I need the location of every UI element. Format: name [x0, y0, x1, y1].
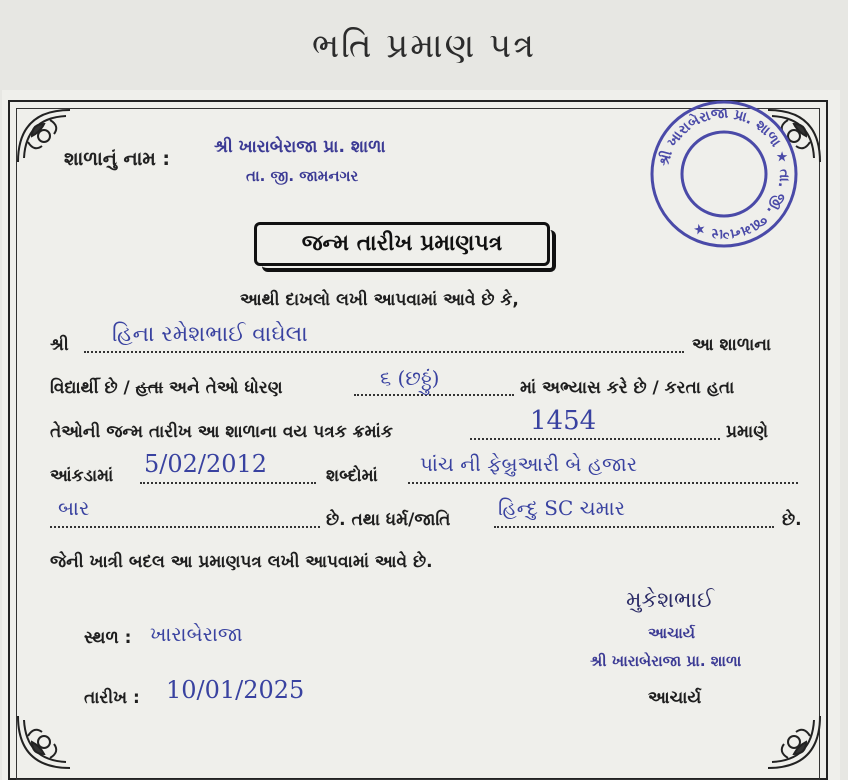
handwritten-title: ભતિ પ્રમાણ પત્ર [311, 26, 537, 66]
studying-label: માં અભ્યાસ કરે છે / કરતા હતા [520, 378, 735, 398]
corner-ornament-icon [14, 712, 74, 772]
words-label: શબ્દોમાં [326, 466, 378, 486]
principal-label: આચાર્ય [648, 688, 702, 708]
register-number-value: 1454 [530, 406, 597, 436]
school-suffix-label: આ શાળાના [692, 335, 772, 355]
dob-words-cont-value: બાર [58, 496, 90, 520]
svg-text:શ્રી ખારાબેરાજા પ્રા. શાળા ★ ત: શ્રી ખારાબેરાજા પ્રા. શાળા ★ તા. જી. જામનગર ★ [656, 105, 793, 243]
words-cont-dotted-line [50, 508, 320, 528]
dob-words-value: પાંચ ની ફેબ્રુઆરી બે હજાર [420, 452, 638, 476]
standard-label: અને તેઓ ધોરણ [169, 378, 283, 398]
register-label: તેઓની જન્મ તારીખ આ શાળાના વય પત્રક ક્રમાંક [50, 422, 393, 442]
struck-option: હતા [135, 378, 164, 398]
student-name-value: હિના રમેશભાઈ વાઘેલા [112, 322, 308, 347]
school-name-label: શાળાનું નામ : [64, 148, 170, 170]
student-label-text: વિદ્યાર્થી છે / [50, 378, 130, 398]
school-seal-stamp [648, 98, 800, 250]
date-value: 10/01/2025 [166, 676, 305, 704]
dob-figures-value: 5/02/2012 [144, 450, 268, 478]
corner-ornament-icon [764, 712, 824, 772]
student-label [50, 378, 283, 398]
signatory-stamp-title: આચાર્ય [648, 624, 696, 642]
place-value: ખારાબેરાજા [150, 622, 243, 646]
date-label: તારીખ : [84, 688, 140, 708]
principal-signature: મુકેશભાઈ [626, 588, 715, 613]
shri-label: શ્રી [50, 335, 69, 355]
religion-label: છે. તથા ધર્મ/જાતિ [326, 510, 451, 530]
school-name-stamp: શ્રી ખારાબેરાજા પ્રા. શાળા [214, 137, 386, 157]
as-per-label: પ્રમાણે [726, 422, 769, 442]
standard-value: ૬ (છઠ્ઠું) [380, 366, 440, 390]
closing-line: જેની ખાત્રી બદલ આ પ્રમાણપત્ર લખી આપવામાં આવે છે. [50, 552, 433, 572]
religion-value: હિન્દુ SC ચમાર [498, 496, 626, 520]
place-label: સ્થળ : [84, 628, 132, 648]
figures-label: આંકડામાં [50, 466, 114, 486]
intro-line: આથી દાખલો લખી આપવામાં આવે છે કે, [240, 290, 519, 310]
school-location-stamp: તા. જી. જામનગર [246, 167, 359, 185]
signatory-stamp-school: શ્રી ખારાબેરાજા પ્રા. શાળા [590, 652, 742, 670]
is-label: છે. [782, 510, 802, 530]
certificate-heading: જન્મ તારીખ પ્રમાણપત્ર [254, 222, 550, 266]
